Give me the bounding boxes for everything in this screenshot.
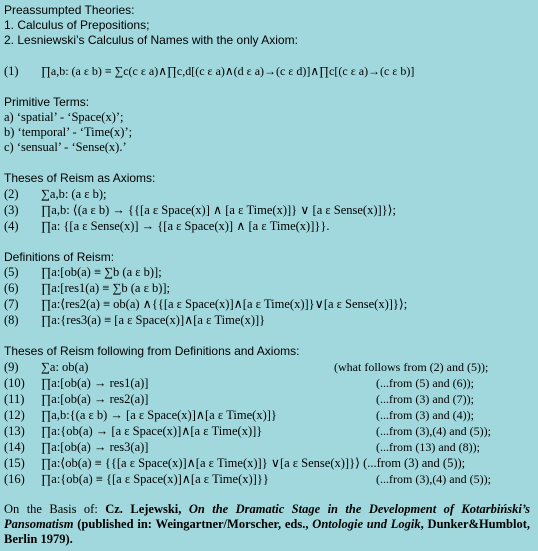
derived-note: (...from (5) and (6)); <box>376 376 474 390</box>
source-citation <box>4 502 530 547</box>
axiom-formula: ∏a,b: (a ε b) ≡ ∑c(c ε a)∧∏c,d[(c ε a)∧(d ε a)→(c ε d)]∧∏c[(c ε a)→(c ε b)] <box>41 64 415 78</box>
derived-number: (12) <box>4 408 25 422</box>
source-end: , Dunker&Humblot, Berlin 1979). <box>4 517 530 546</box>
derived-number: (11) <box>4 392 25 406</box>
definitions-title: Definitions of Reism: <box>4 250 115 264</box>
derived-number: (15) <box>4 456 25 470</box>
definition-number: (5) <box>4 265 19 279</box>
derived-number: (16) <box>4 472 25 486</box>
derived-formula: ∏a:[ob(a) → res3(a)] <box>41 440 149 454</box>
preassumed-item-2: 2. Lesniewski’s Calculus of Names with the only Axiom: <box>4 33 298 47</box>
source-prefix: On the Basis of: <box>4 502 106 516</box>
derived-formula: ∏a,b:{(a ε b) → [a ε Space(x)]∧[a ε Time(x)]} <box>41 408 277 422</box>
source-publication: (published in: Weingartner/Morscher, eds., <box>73 517 313 531</box>
thesis-number: (2) <box>4 187 19 201</box>
derived-note: (...from (3),(4) and (5)); <box>376 424 491 438</box>
thesis-formula: ∏a: {[a ε Sense(x)] → {[a ε Space(x)] ∧ [a ε Time(x)]}}. <box>41 219 330 233</box>
preassumed-title: Preassumpted Theories: <box>4 3 135 17</box>
definition-number: (6) <box>4 281 19 295</box>
primitive-item-b: b) ‘temporal’ - ‘Time(x)’; <box>4 125 133 139</box>
source-book: Ontologie und Logik <box>312 517 421 531</box>
derived-formula: ∏a:{ob(a) → [a ε Space(x)]∧[a ε Time(x)]} <box>41 424 263 438</box>
definition-formula: ∏a:{res3(a) ≡ [a ε Space(x)]∧[a ε Time(x)]} <box>41 313 266 327</box>
primitive-item-c: c) ‘sensual’ - ‘Sense(x).’ <box>4 140 127 154</box>
derived-formula: ∏a:⟨ob(a) ≡ {{[a ε Space(x)]∧[a ε Time(x)]} ∨[a ε Sense(x)]}⟩ (...from (3) and (5)); <box>41 456 466 470</box>
derived-number: (10) <box>4 376 25 390</box>
axiom-number: (1) <box>4 64 19 78</box>
derived-formula: ∏a:[ob(a) → res1(a)] <box>41 376 149 390</box>
preassumed-item-1: 1. Calculus of Prepositions; <box>4 18 150 32</box>
definition-number: (7) <box>4 297 19 311</box>
derived-note: (...from (3) and (4)); <box>376 408 474 422</box>
theses-axioms-title: Theses of Reism as Axioms: <box>4 171 156 185</box>
derived-formula: ∏a:{ob(a) ≡ {[a ε Space(x)]∧[a ε Time(x)]}} <box>41 472 269 486</box>
thesis-number: (3) <box>4 203 19 217</box>
thesis-number: (4) <box>4 219 19 233</box>
primitive-item-a: a) ‘spatial’ - ‘Space(x)’; <box>4 110 124 124</box>
derived-note: (...from (3),(4) and (5)); <box>376 472 491 486</box>
thesis-formula: ∏a,b: ⟨(a ε b) → {{[a ε Space(x)] ∧ [a ε Time(x)]} ∨ [a ε Sense(x)]}⟩; <box>41 203 396 217</box>
derived-note: (what follows from (2) and (5)); <box>334 360 489 374</box>
derived-number: (13) <box>4 424 25 438</box>
derived-title: Theses of Reism following from Definitions and Axioms: <box>4 344 300 358</box>
definition-formula: ∏a:⟨res2(a) ≡ ob(a) ∧{{[a ε Space(x)]∧[a ε Time(x)]}∨[a ε Sense(x)]}⟩; <box>41 297 408 311</box>
derived-note: (...from (3) and (7)); <box>376 392 474 406</box>
derived-number: (9) <box>4 360 19 374</box>
derived-note: (...from (13) and (8)); <box>376 440 480 454</box>
definition-formula: ∏a:[ob(a) ≡ ∑b (a ε b)]; <box>41 265 162 279</box>
derived-number: (14) <box>4 440 25 454</box>
definition-number: (8) <box>4 313 19 327</box>
thesis-formula: ∑a,b: (a ε b); <box>41 187 107 201</box>
derived-formula: ∏a:[ob(a) → res2(a)] <box>41 392 149 406</box>
source-author: Cz. Lejewski, <box>105 502 189 516</box>
definition-formula: ∏a:[res1(a) ≡ ∑b (a ε b)]; <box>41 281 171 295</box>
primitive-title: Primitive Terms: <box>4 95 90 109</box>
derived-formula: ∑a: ob(a) <box>41 360 89 374</box>
source-title: On the Dramatic Stage in the Development of Kotarbiński’s Pansomatism <box>4 502 530 531</box>
